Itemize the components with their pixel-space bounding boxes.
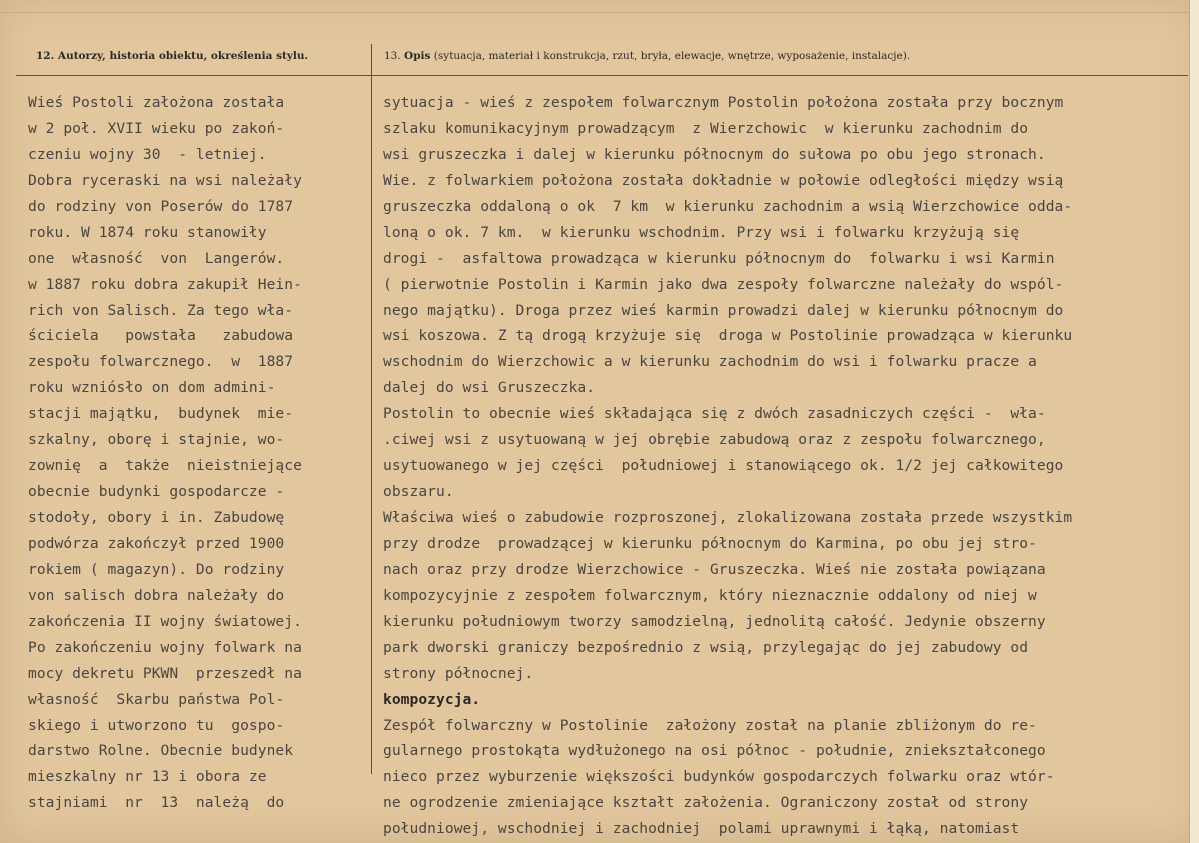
text-line: von salisch dobra należały do [28,586,285,604]
history-text-column [28,90,358,816]
text-line: ne ogrodzenie zmieniające kształt założenia. Ograniczony został od strony [383,794,1029,812]
text-line: nieco przez wyburzenie większości budynków gospodarczych folwarku oraz wtór- [383,768,1055,786]
text-line: usytuowanego w jej części południowej i stanowiącego ok. 1/2 jej całkowitego [383,457,1064,475]
text-line: one własność von Langerów. [28,249,285,267]
text-line: stajniami nr 13 należą do [28,794,285,812]
text-line: kompozycja. [383,690,481,708]
text-line: czeniu wojny 30 - letniej. [28,145,267,163]
text-line: zespołu folwarcznego. w 1887 [28,353,294,371]
text-line: Wieś Postoli założona została [28,94,285,111]
text-line: Właściwa wieś o zabudowie rozproszonej, zlokalizowana została przede wszystkim [383,509,1073,526]
text-line: zownię a także nieistniejące [28,457,302,475]
left-column-header: 12. Autorzy, historia obiektu, określenia stylu. [36,50,309,62]
text-line: szlaku komunikacyjnym prowadzącym z Wierzchowic w kierunku zachodnim do [383,119,1029,137]
text-line: gularnego prostokąta wydłużonego na osi północ - południe, zniekształconego [383,742,1046,760]
text-line: wschodnim do Wierzchowic a w kierunku zachodnim do wsi i folwarku pracze a [383,353,1037,371]
text-line: strony północnej. [383,664,534,682]
text-line: park dworski graniczy bezpośrednio z wsią, przylegając do jej zabudowy od [383,638,1029,656]
text-line: Dobra ryceraski na wsi należały [28,171,302,189]
right-header-label: Opis [404,50,431,62]
text-line: wsi gruszeczka i dalej w kierunku północnym do sułowa po obu jego stronach. [383,145,1046,163]
text-line: południowej, wschodniej i zachodniej polami uprawnymi i łąką, natomiast [383,820,1020,838]
text-line: szkalny, oborę i stajnie, wo- [28,431,285,449]
text-line: .ciwej wsi z usytuowaną w jej obrębie zabudową oraz z zespołu folwarcznego, [383,431,1046,449]
text-line: zakończenia II wojny światowej. [28,612,302,630]
text-line: do rodziny von Poserów do 1787 [28,197,294,215]
text-line: drogi - asfaltowa prowadząca w kierunku północnym do folwarku i wsi Karmin [383,249,1055,267]
right-header-rest: (sytuacja, materiał i konstrukcja, rzut, bryła, elewacje, wnętrze, wyposażenie, instalacje). [433,50,911,62]
header-rule [16,75,1188,76]
column-divider [371,44,372,774]
text-line: mieszkalny nr 13 i obora ze [28,768,267,786]
text-line: mocy dekretu PKWN przeszedł na [28,664,302,682]
text-line: podwórza zakończył przed 1900 [28,534,285,552]
text-line: nego majątku). Droga przez wieś karmin prowadzi dalej w kierunku północnym do [383,301,1064,319]
text-line: rokiem ( magazyn). Do rodziny [28,560,285,578]
right-column-header [384,50,910,62]
description-text-column [383,90,1173,842]
text-line: stacji majątku, budynek mie- [28,405,294,423]
text-line: przy drodze prowadzącej w kierunku północnym do Karmina, po obu jej stro- [383,534,1037,552]
text-line: Po zakończeniu wojny folwark na [28,638,302,656]
text-line: Zespół folwarczny w Postolinie założony został na planie zbliżonym do re- [383,716,1037,734]
text-line: kierunku południowym tworzy samodzielną, jednolitą całość. Jedynie obszerny [383,612,1046,630]
text-line: ściciela powstała zabudowa [28,327,294,345]
right-header-number: 13. [384,50,401,62]
text-line: nach oraz przy drodze Wierzchowice - Gruszeczka. Wieś nie została powiązana [383,560,1046,578]
text-line: roku. W 1874 roku stanowiły [28,223,267,241]
text-line: w 2 poł. XVII wieku po zakoń- [28,119,285,137]
text-line: w 1887 roku dobra zakupił Hein- [28,275,302,293]
text-line: darstwo Rolne. Obecnie budynek [28,742,294,760]
text-line: ( pierwotnie Postolin i Karmin jako dwa zespoły folwarczne należały do wspól- [383,275,1064,293]
text-line: wsi koszowa. Z tą drogą krzyżuje się droga w Postolinie prowadząca w kierunku [383,327,1073,345]
text-line: roku wzniósło on dom admini- [28,379,276,397]
top-edge [0,0,1190,13]
text-line: loną o ok. 7 km. w kierunku wschodnim. Przy wsi i folwarku krzyżują się [383,223,1020,241]
text-line: dalej do wsi Gruszeczka. [383,379,596,397]
text-line: stodoły, obory i in. Zabudowę [28,509,285,526]
right-edge [1189,0,1199,843]
text-line: kompozycyjnie z zespołem folwarcznym, który nieznacznie oddalony od niej w [383,586,1037,604]
text-line: obszaru. [383,483,454,501]
text-line: obecnie budynki gospodarcze - [28,483,285,501]
text-line: własność Skarbu państwa Pol- [28,690,285,708]
text-line: Wie. z folwarkiem położona została dokładnie w połowie odległości między wsią [383,171,1064,189]
text-line: skiego i utworzono tu gospo- [28,716,285,734]
text-line: Postolin to obecnie wieś składająca się z dwóch zasadniczych części - wła- [383,405,1046,423]
text-line: rich von Salisch. Za tego wła- [28,301,294,319]
text-line: gruszeczka oddaloną o ok 7 km w kierunku zachodnim a wsią Wierzchowice odda- [383,197,1073,215]
text-line: sytuacja - wieś z zespołem folwarcznym Postolin położona została przy bocznym [383,94,1064,111]
